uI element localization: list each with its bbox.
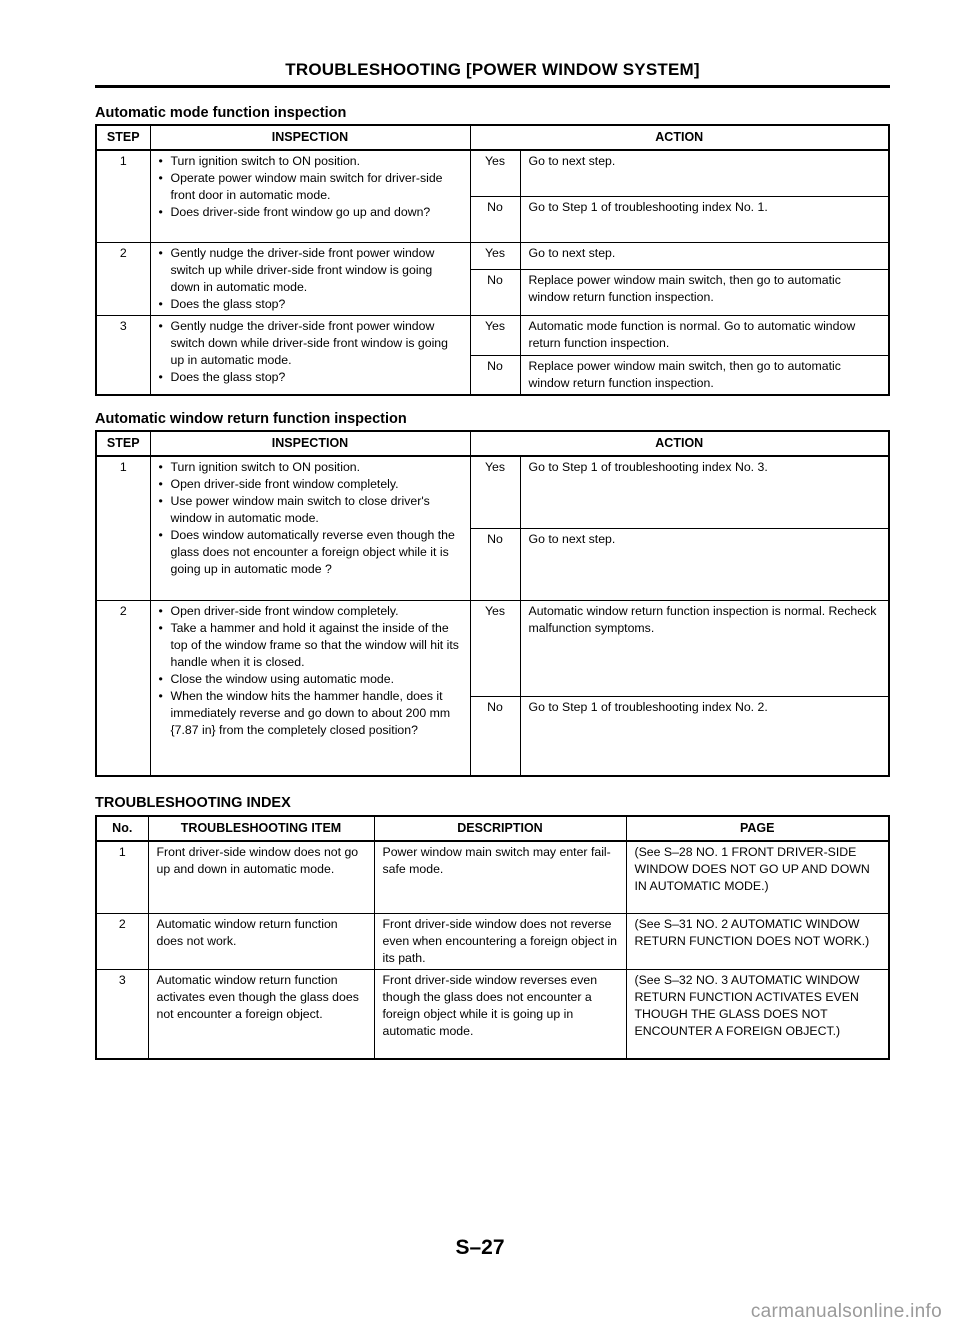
column-header-no: No.	[96, 816, 148, 841]
step-number: 1	[96, 150, 150, 242]
inspection-bullet: • Take a hammer and hold it against the inside of the top of the window frame so that the window will hit its handle when it is closed.	[159, 620, 462, 671]
index-page-reference: (See S–31 NO. 2 AUTOMATIC WINDOW RETURN FUNCTION DOES NOT WORK.)	[626, 913, 889, 969]
index-item: Automatic window return function does not work.	[148, 913, 374, 969]
step-number: 2	[96, 600, 150, 776]
step-number: 3	[96, 315, 150, 395]
inspection-bullet: • Does the glass stop?	[159, 296, 462, 313]
table-row	[96, 841, 889, 913]
yes-action: Automatic window return function inspection is normal. Recheck malfunction symptoms.	[520, 600, 889, 696]
yes-action: Automatic mode function is normal. Go to automatic window return function inspection.	[520, 315, 889, 355]
yes-label: Yes	[470, 242, 520, 269]
index-page-reference: (See S–28 NO. 1 FRONT DRIVER-SIDE WINDOW DOES NOT GO UP AND DOWN IN AUTOMATIC MODE.)	[626, 841, 889, 913]
no-label: No	[470, 269, 520, 315]
inspection-bullet: • Gently nudge the driver-side front power window switch up while driver-side front window is going down in automatic mode.	[159, 245, 462, 296]
window-return-inspection-table	[95, 430, 890, 777]
inspection-cell	[150, 242, 470, 315]
table-row	[96, 913, 889, 969]
table-header-row	[96, 125, 889, 150]
table-row	[96, 242, 889, 269]
inspection-bullet: • Use power window main switch to close driver's window in automatic mode.	[159, 493, 462, 527]
inspection-cell	[150, 600, 470, 776]
yes-action: Go to Step 1 of troubleshooting index No. 3.	[520, 456, 889, 528]
column-header-item: TROUBLESHOOTING ITEM	[148, 816, 374, 841]
inspection-bullet: • Open driver-side front window completely.	[159, 603, 462, 620]
section-title-automatic-mode: Automatic mode function inspection	[95, 105, 347, 121]
no-action: Go to Step 1 of troubleshooting index No. 1.	[520, 196, 889, 242]
table-row	[96, 456, 889, 528]
no-label: No	[470, 696, 520, 776]
inspection-bullet: • Close the window using automatic mode.	[159, 671, 462, 688]
yes-action: Go to next step.	[520, 242, 889, 269]
inspection-cell	[150, 315, 470, 395]
index-number: 3	[96, 969, 148, 1059]
inspection-cell	[150, 150, 470, 242]
column-header-inspection: INSPECTION	[150, 125, 470, 150]
column-header-description: DESCRIPTION	[374, 816, 626, 841]
table-row	[96, 600, 889, 696]
no-action: Replace power window main switch, then go to automatic window return function inspection.	[520, 355, 889, 395]
index-number: 1	[96, 841, 148, 913]
no-label: No	[470, 355, 520, 395]
inspection-bullet: • Turn ignition switch to ON position.	[159, 153, 462, 170]
index-page-reference: (See S–32 NO. 3 AUTOMATIC WINDOW RETURN FUNCTION ACTIVATES EVEN THOUGH THE GLASS DOES NOT ENCOUNTER A FOREIGN OBJECT.)	[626, 969, 889, 1059]
table-row	[96, 150, 889, 196]
inspection-bullet: • Does window automatically reverse even though the glass does not encounter a foreign object while it is going up in automatic mode ?	[159, 527, 462, 578]
no-action: Go to Step 1 of troubleshooting index No. 2.	[520, 696, 889, 776]
yes-label: Yes	[470, 315, 520, 355]
index-item: Automatic window return function activates even though the glass does not encounter a foreign object.	[148, 969, 374, 1059]
yes-label: Yes	[470, 456, 520, 528]
no-label: No	[470, 196, 520, 242]
column-header-step: STEP	[96, 125, 150, 150]
section-title-troubleshooting-index: TROUBLESHOOTING INDEX	[95, 795, 291, 811]
table-row	[96, 969, 889, 1059]
page-number: S–27	[455, 1236, 505, 1259]
inspection-bullet: • Operate power window main switch for driver-side front door in automatic mode.	[159, 170, 462, 204]
table-row	[96, 315, 889, 355]
no-action: Replace power window main switch, then go to automatic window return function inspection.	[520, 269, 889, 315]
troubleshooting-index-table	[95, 815, 890, 1060]
yes-label: Yes	[470, 600, 520, 696]
inspection-bullet: • Does driver-side front window go up and down?	[159, 204, 462, 221]
column-header-inspection: INSPECTION	[150, 431, 470, 456]
no-label: No	[470, 528, 520, 600]
inspection-bullet: • Gently nudge the driver-side front power window switch down while driver-side front window is going up in automatic mode.	[159, 318, 462, 369]
index-number: 2	[96, 913, 148, 969]
header-rule	[95, 85, 890, 88]
watermark: carmanualsonline.info	[750, 1301, 942, 1322]
page-title: TROUBLESHOOTING [POWER WINDOW SYSTEM]	[285, 60, 700, 79]
column-header-page: PAGE	[626, 816, 889, 841]
inspection-bullet: • Does the glass stop?	[159, 369, 462, 386]
no-action: Go to next step.	[520, 528, 889, 600]
yes-label: Yes	[470, 150, 520, 196]
inspection-cell	[150, 456, 470, 600]
table-header-row	[96, 816, 889, 841]
section-title-window-return: Automatic window return function inspection	[95, 411, 407, 427]
index-item: Front driver-side window does not go up and down in automatic mode.	[148, 841, 374, 913]
step-number: 1	[96, 456, 150, 600]
index-description: Front driver-side window reverses even though the glass does not encounter a foreign object while it is going up in automatic mode.	[374, 969, 626, 1059]
yes-action: Go to next step.	[520, 150, 889, 196]
column-header-action: ACTION	[470, 431, 889, 456]
column-header-action: ACTION	[470, 125, 889, 150]
index-description: Power window main switch may enter fail-safe mode.	[374, 841, 626, 913]
table-header-row	[96, 431, 889, 456]
step-number: 2	[96, 242, 150, 315]
inspection-bullet: • Open driver-side front window completely.	[159, 476, 462, 493]
automatic-mode-inspection-table	[95, 124, 890, 396]
inspection-bullet: • When the window hits the hammer handle, does it immediately reverse and go down to about 200 mm {7.87 in} from the completely closed position?	[159, 688, 462, 739]
inspection-bullet: • Turn ignition switch to ON position.	[159, 459, 462, 476]
column-header-step: STEP	[96, 431, 150, 456]
index-description: Front driver-side window does not reverse even when encountering a foreign object in its path.	[374, 913, 626, 969]
